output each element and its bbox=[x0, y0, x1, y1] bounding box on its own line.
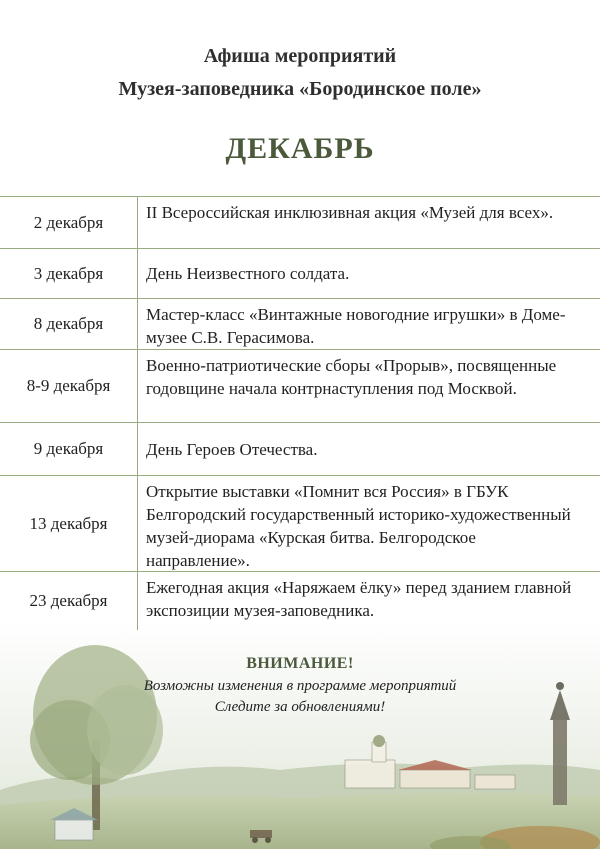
event-row bbox=[0, 299, 600, 350]
event-date: 9 декабря bbox=[0, 423, 138, 475]
event-row bbox=[0, 423, 600, 476]
notice-line1: Возможны изменения в программе мероприятий bbox=[143, 678, 457, 694]
event-row bbox=[0, 197, 600, 249]
event-description: Ежегодная акция «Наряжаем ёлку» перед зданием главной экспозиции музея-заповедника. bbox=[146, 578, 572, 620]
event-description: День Героев Отечества. bbox=[146, 439, 318, 459]
event-date: 23 декабря bbox=[0, 572, 138, 630]
event-row bbox=[0, 249, 600, 299]
event-date: 2 декабря bbox=[0, 197, 138, 248]
event-description: Мастер-класс «Винтажные новогодние игрушки» в Доме-музее С.В. Герасимова. bbox=[146, 305, 566, 347]
event-row bbox=[0, 572, 600, 630]
header-title-line2: Музея-заповедника «Бородинское поле» bbox=[118, 78, 482, 100]
event-description: Открытие выставки «Помнит вся Россия» в ГБУК Белгородский государственный историко-художественный музей-диорама «Курская битва. Белгородское направление». bbox=[146, 482, 571, 570]
event-description: День Неизвестного солдата. bbox=[146, 264, 350, 283]
month-title: ДЕКАБРЬ bbox=[225, 132, 375, 165]
notice-title: ВНИМАНИЕ! bbox=[246, 655, 354, 672]
event-row bbox=[0, 350, 600, 423]
event-description: Военно-патриотические сборы «Прорыв», посвященные годовщине начала контрнаступления под Москвой. bbox=[146, 356, 557, 398]
events-table bbox=[0, 196, 600, 630]
event-description: II Всероссийская инклюзивная акция «Музей для всех». bbox=[146, 203, 554, 222]
event-row bbox=[0, 476, 600, 572]
event-date: 3 декабря bbox=[0, 249, 138, 298]
header-title-line1: Афиша мероприятий bbox=[203, 45, 397, 67]
notice-block bbox=[0, 655, 600, 718]
event-date: 8 декабря bbox=[0, 299, 138, 349]
event-date: 8-9 декабря bbox=[0, 350, 138, 422]
event-date: 13 декабря bbox=[0, 476, 138, 571]
notice-line2: Следите за обновлениями! bbox=[214, 699, 386, 715]
poster-header bbox=[0, 40, 600, 106]
